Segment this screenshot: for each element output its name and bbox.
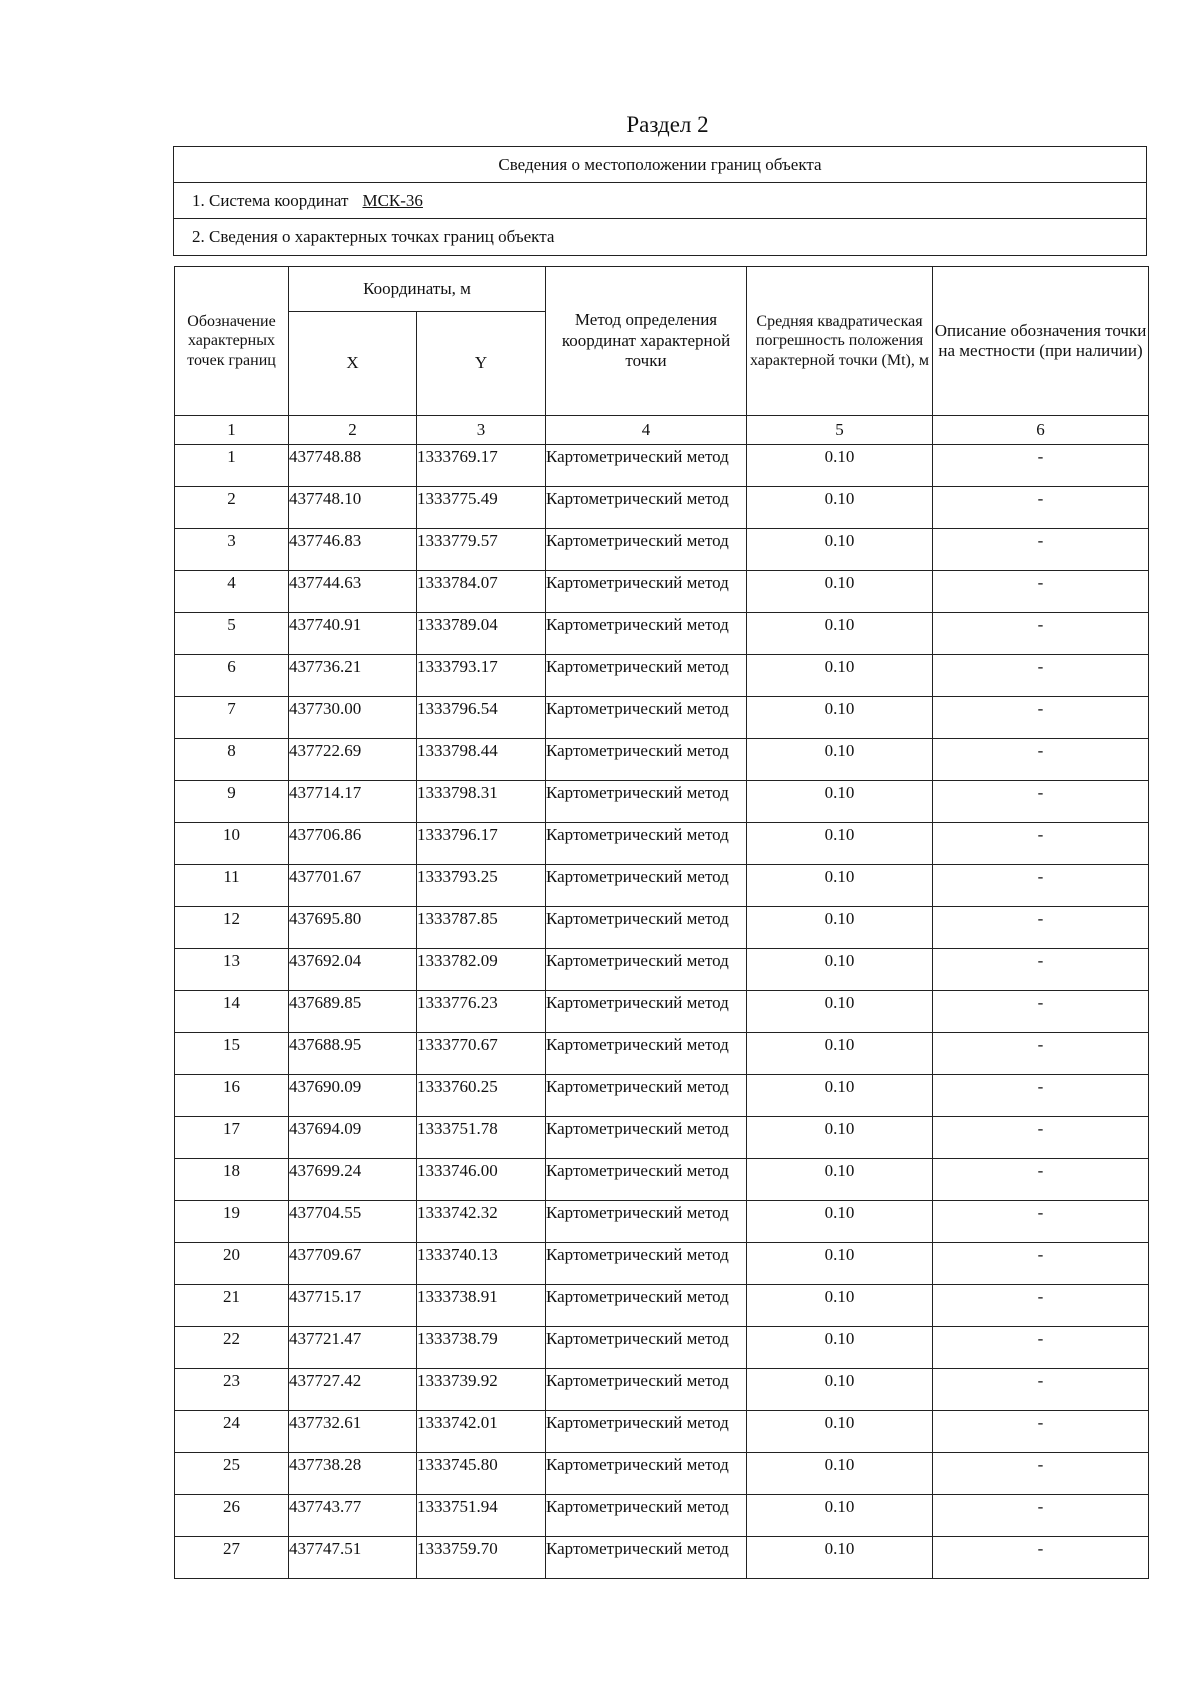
method-cell: Картометрический метод — [546, 1369, 747, 1411]
description-cell: - — [933, 949, 1149, 991]
point-number: 27 — [175, 1537, 289, 1579]
error-cell: 0.10 — [747, 1369, 933, 1411]
coord-x: 437744.63 — [289, 571, 417, 613]
point-number: 15 — [175, 1033, 289, 1075]
description-cell: - — [933, 487, 1149, 529]
description-cell: - — [933, 823, 1149, 865]
coord-x: 437730.00 — [289, 697, 417, 739]
section-title: Раздел 2 — [626, 112, 709, 137]
description-cell: - — [933, 1117, 1149, 1159]
coord-y: 1333751.94 — [417, 1495, 546, 1537]
table-row — [175, 1159, 1149, 1201]
point-number: 10 — [175, 823, 289, 865]
table-row — [175, 1243, 1149, 1285]
description-cell: - — [933, 1537, 1149, 1579]
point-number: 13 — [175, 949, 289, 991]
error-cell: 0.10 — [747, 1117, 933, 1159]
point-number: 3 — [175, 529, 289, 571]
method-cell: Картометрический метод — [546, 697, 747, 739]
description-cell: - — [933, 1243, 1149, 1285]
table-row — [175, 991, 1149, 1033]
header-designation: Обозначение характерных точек границ — [175, 267, 289, 416]
table-row — [175, 613, 1149, 655]
description-cell: - — [933, 865, 1149, 907]
coord-system-row — [174, 183, 1146, 219]
coord-y: 1333770.67 — [417, 1033, 546, 1075]
coord-y: 1333796.54 — [417, 697, 546, 739]
table-row — [175, 1369, 1149, 1411]
points-title: 2. Сведения о характерных точках границ объекта — [192, 227, 555, 246]
coord-y: 1333740.13 — [417, 1243, 546, 1285]
error-cell: 0.10 — [747, 1327, 933, 1369]
table-row — [175, 1033, 1149, 1075]
description-cell: - — [933, 1411, 1149, 1453]
coord-x: 437722.69 — [289, 739, 417, 781]
method-cell: Картометрический метод — [546, 1117, 747, 1159]
table-row — [175, 1201, 1149, 1243]
point-number: 4 — [175, 571, 289, 613]
description-cell: - — [933, 991, 1149, 1033]
method-cell: Картометрический метод — [546, 823, 747, 865]
info-box — [173, 146, 1147, 256]
table-row — [175, 445, 1149, 487]
coord-x: 437694.09 — [289, 1117, 417, 1159]
point-number: 6 — [175, 655, 289, 697]
point-number: 21 — [175, 1285, 289, 1327]
coord-y: 1333738.79 — [417, 1327, 546, 1369]
table-row — [175, 487, 1149, 529]
point-number: 23 — [175, 1369, 289, 1411]
coord-x: 437738.28 — [289, 1453, 417, 1495]
description-cell: - — [933, 1327, 1149, 1369]
error-cell: 0.10 — [747, 697, 933, 739]
coord-x: 437706.86 — [289, 823, 417, 865]
method-cell: Картометрический метод — [546, 1537, 747, 1579]
method-cell: Картометрический метод — [546, 1327, 747, 1369]
error-cell: 0.10 — [747, 1495, 933, 1537]
method-cell: Картометрический метод — [546, 571, 747, 613]
column-number-row — [175, 416, 1149, 445]
error-cell: 0.10 — [747, 571, 933, 613]
description-cell: - — [933, 907, 1149, 949]
table-row — [175, 1411, 1149, 1453]
table-row — [175, 739, 1149, 781]
error-cell: 0.10 — [747, 1537, 933, 1579]
point-number: 22 — [175, 1327, 289, 1369]
error-cell: 0.10 — [747, 1411, 933, 1453]
error-cell: 0.10 — [747, 823, 933, 865]
method-cell: Картометрический метод — [546, 1453, 747, 1495]
method-cell: Картометрический метод — [546, 1075, 747, 1117]
point-number: 26 — [175, 1495, 289, 1537]
table-row — [175, 1285, 1149, 1327]
error-cell: 0.10 — [747, 1033, 933, 1075]
method-cell: Картометрический метод — [546, 1285, 747, 1327]
table-row — [175, 781, 1149, 823]
method-cell: Картометрический метод — [546, 949, 747, 991]
method-cell: Картометрический метод — [546, 865, 747, 907]
error-cell: 0.10 — [747, 1075, 933, 1117]
coord-x: 437701.67 — [289, 865, 417, 907]
method-cell: Картометрический метод — [546, 1201, 747, 1243]
description-cell: - — [933, 1369, 1149, 1411]
error-cell: 0.10 — [747, 1453, 933, 1495]
coord-y: 1333769.17 — [417, 445, 546, 487]
coord-y: 1333742.01 — [417, 1411, 546, 1453]
coord-x: 437736.21 — [289, 655, 417, 697]
coord-y: 1333793.17 — [417, 655, 546, 697]
method-cell: Картометрический метод — [546, 1411, 747, 1453]
description-cell: - — [933, 697, 1149, 739]
description-cell: - — [933, 571, 1149, 613]
description-cell: - — [933, 1201, 1149, 1243]
coord-x: 437699.24 — [289, 1159, 417, 1201]
description-cell: - — [933, 1159, 1149, 1201]
method-cell: Картометрический метод — [546, 487, 747, 529]
error-cell: 0.10 — [747, 1159, 933, 1201]
header-coordinates: Координаты, м — [289, 267, 546, 312]
coord-y: 1333760.25 — [417, 1075, 546, 1117]
error-cell: 0.10 — [747, 1243, 933, 1285]
column-number: 2 — [289, 416, 417, 445]
header-description: Описание обозначения точки на местности (при наличии) — [933, 267, 1149, 416]
table-row — [175, 1453, 1149, 1495]
points-table — [174, 266, 1149, 1579]
header-x: X — [289, 312, 417, 416]
coord-x: 437727.42 — [289, 1369, 417, 1411]
table-row — [175, 655, 1149, 697]
error-cell: 0.10 — [747, 613, 933, 655]
method-cell: Картометрический метод — [546, 445, 747, 487]
table-row — [175, 907, 1149, 949]
coord-x: 437704.55 — [289, 1201, 417, 1243]
method-cell: Картометрический метод — [546, 1159, 747, 1201]
table-row — [175, 1117, 1149, 1159]
coord-y: 1333739.92 — [417, 1369, 546, 1411]
error-cell: 0.10 — [747, 529, 933, 571]
point-number: 19 — [175, 1201, 289, 1243]
coord-y: 1333751.78 — [417, 1117, 546, 1159]
header-method: Метод определения координат характерной точки — [546, 267, 747, 416]
method-cell: Картометрический метод — [546, 907, 747, 949]
coord-system-value: МСК-36 — [362, 190, 423, 210]
coord-y: 1333796.17 — [417, 823, 546, 865]
coord-y: 1333798.44 — [417, 739, 546, 781]
coord-y: 1333784.07 — [417, 571, 546, 613]
point-number: 1 — [175, 445, 289, 487]
coord-y: 1333782.09 — [417, 949, 546, 991]
column-number: 5 — [747, 416, 933, 445]
description-cell: - — [933, 1033, 1149, 1075]
method-cell: Картометрический метод — [546, 1243, 747, 1285]
error-cell: 0.10 — [747, 991, 933, 1033]
coord-x: 437721.47 — [289, 1327, 417, 1369]
point-number: 25 — [175, 1453, 289, 1495]
point-number: 2 — [175, 487, 289, 529]
method-cell: Картометрический метод — [546, 781, 747, 823]
point-number: 7 — [175, 697, 289, 739]
point-number: 16 — [175, 1075, 289, 1117]
header-title: Сведения о местоположении границ объекта — [174, 147, 1146, 183]
table-row — [175, 571, 1149, 613]
header-y: Y — [417, 312, 546, 416]
point-number: 8 — [175, 739, 289, 781]
error-cell: 0.10 — [747, 949, 933, 991]
error-cell: 0.10 — [747, 781, 933, 823]
table-row — [175, 1537, 1149, 1579]
error-cell: 0.10 — [747, 487, 933, 529]
description-cell: - — [933, 781, 1149, 823]
header-error: Средняя квадратическая погрешность положения характерной точки (Mt), м — [747, 267, 933, 416]
points-table-body — [175, 445, 1149, 1579]
coord-y: 1333793.25 — [417, 865, 546, 907]
table-row — [175, 865, 1149, 907]
point-number: 9 — [175, 781, 289, 823]
coord-system-label: 1. Система координат — [192, 190, 349, 210]
coord-x: 437732.61 — [289, 1411, 417, 1453]
point-number: 5 — [175, 613, 289, 655]
error-cell: 0.10 — [747, 1201, 933, 1243]
method-cell: Картометрический метод — [546, 529, 747, 571]
coord-x: 437689.85 — [289, 991, 417, 1033]
coord-y: 1333789.04 — [417, 613, 546, 655]
description-cell: - — [933, 1453, 1149, 1495]
method-cell: Картометрический метод — [546, 655, 747, 697]
coord-x: 437690.09 — [289, 1075, 417, 1117]
coord-y: 1333776.23 — [417, 991, 546, 1033]
point-number: 11 — [175, 865, 289, 907]
description-cell: - — [933, 1285, 1149, 1327]
table-row — [175, 697, 1149, 739]
coord-x: 437743.77 — [289, 1495, 417, 1537]
error-cell: 0.10 — [747, 907, 933, 949]
method-cell: Картометрический метод — [546, 991, 747, 1033]
coord-x: 437715.17 — [289, 1285, 417, 1327]
coord-y: 1333787.85 — [417, 907, 546, 949]
column-number: 1 — [175, 416, 289, 445]
point-number: 17 — [175, 1117, 289, 1159]
column-number: 6 — [933, 416, 1149, 445]
coord-y: 1333745.80 — [417, 1453, 546, 1495]
table-row — [175, 529, 1149, 571]
description-cell: - — [933, 1495, 1149, 1537]
coord-y: 1333742.32 — [417, 1201, 546, 1243]
coord-x: 437748.10 — [289, 487, 417, 529]
point-number: 20 — [175, 1243, 289, 1285]
coord-x: 437747.51 — [289, 1537, 417, 1579]
table-row — [175, 823, 1149, 865]
table-row — [175, 949, 1149, 991]
error-cell: 0.10 — [747, 445, 933, 487]
method-cell: Картометрический метод — [546, 1495, 747, 1537]
description-cell: - — [933, 613, 1149, 655]
table-row — [175, 1327, 1149, 1369]
description-cell: - — [933, 529, 1149, 571]
coord-y: 1333779.57 — [417, 529, 546, 571]
column-number: 4 — [546, 416, 747, 445]
table-row — [175, 1075, 1149, 1117]
coord-x: 437695.80 — [289, 907, 417, 949]
point-number: 14 — [175, 991, 289, 1033]
error-cell: 0.10 — [747, 865, 933, 907]
method-cell: Картометрический метод — [546, 613, 747, 655]
error-cell: 0.10 — [747, 655, 933, 697]
point-number: 18 — [175, 1159, 289, 1201]
method-cell: Картометрический метод — [546, 1033, 747, 1075]
coord-y: 1333775.49 — [417, 487, 546, 529]
point-number: 12 — [175, 907, 289, 949]
method-cell: Картометрический метод — [546, 739, 747, 781]
coord-y: 1333738.91 — [417, 1285, 546, 1327]
coord-y: 1333759.70 — [417, 1537, 546, 1579]
table-row — [175, 1495, 1149, 1537]
description-cell: - — [933, 739, 1149, 781]
description-cell: - — [933, 655, 1149, 697]
error-cell: 0.10 — [747, 1285, 933, 1327]
coord-y: 1333798.31 — [417, 781, 546, 823]
description-cell: - — [933, 1075, 1149, 1117]
coord-x: 437688.95 — [289, 1033, 417, 1075]
coord-x: 437740.91 — [289, 613, 417, 655]
coord-x: 437748.88 — [289, 445, 417, 487]
column-number: 3 — [417, 416, 546, 445]
coord-x: 437714.17 — [289, 781, 417, 823]
description-cell: - — [933, 445, 1149, 487]
point-number: 24 — [175, 1411, 289, 1453]
coord-x: 437746.83 — [289, 529, 417, 571]
coord-x: 437709.67 — [289, 1243, 417, 1285]
error-cell: 0.10 — [747, 739, 933, 781]
coord-x: 437692.04 — [289, 949, 417, 991]
coord-y: 1333746.00 — [417, 1159, 546, 1201]
